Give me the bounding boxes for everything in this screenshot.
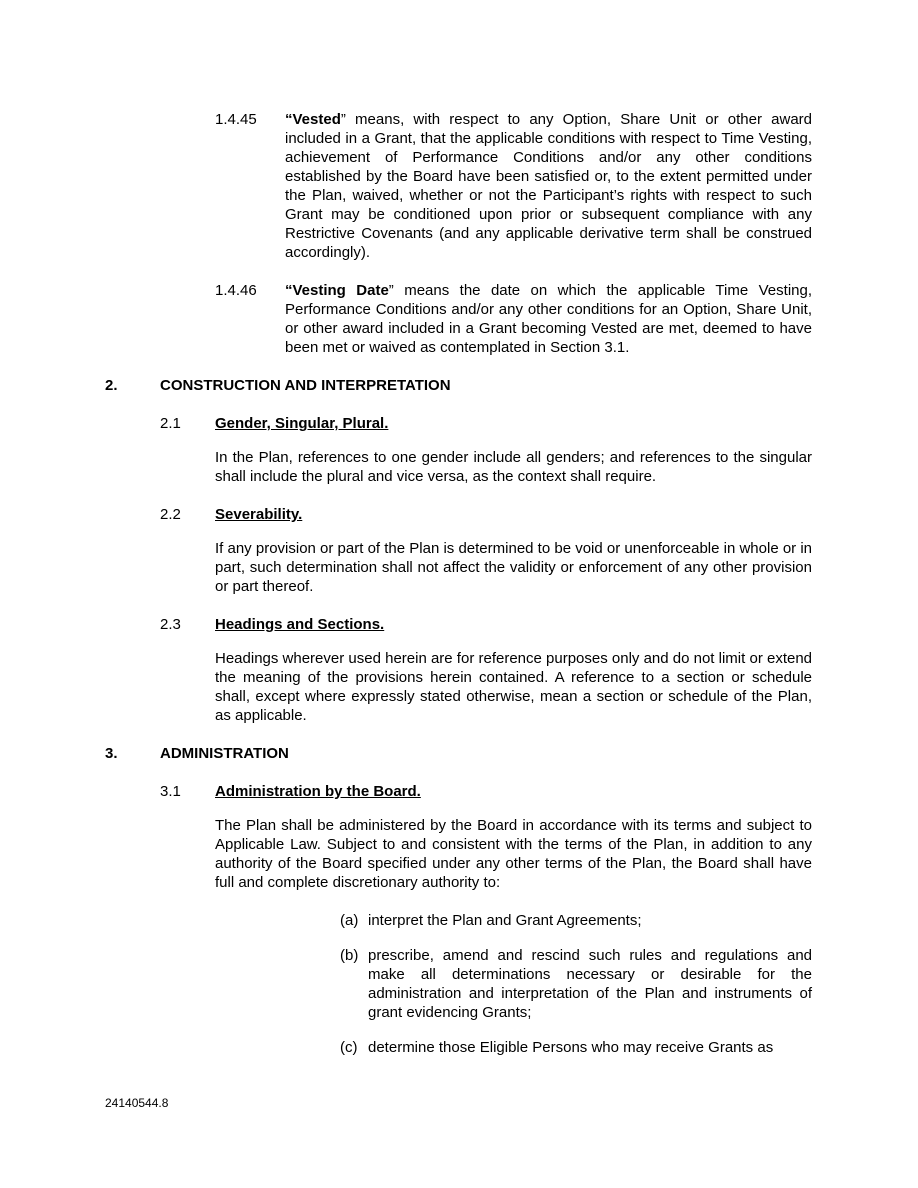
list-label: (a) [340, 912, 359, 929]
section-title: CONSTRUCTION AND INTERPRETATION [160, 377, 451, 394]
subsection-number: 3.1 [160, 783, 181, 800]
section-number: 2. [105, 377, 118, 394]
definition-number: 1.4.46 [215, 282, 257, 299]
document-control-number: 24140544.8 [105, 1096, 169, 1110]
subsection-heading-administration-board [160, 782, 812, 801]
list-text: determine those Eligible Persons who may receive Grants as [368, 1039, 774, 1056]
definition-body: ” means the date on which the applicable Time Vesting, Performance Conditions and/or any other conditions for an Option, Share Unit, or other award included in a Grant becoming Vested are met, deemed to have been met or waived as contemplated in Section 3.1. [285, 282, 813, 356]
definition-text [285, 110, 812, 262]
paragraph-headings-sections: Headings wherever used herein are for reference purposes only and do not limit or extend the meaning of the provisions herein contained. A reference to a section or schedule shall, except where expressly stated otherwise, mean a section or schedule of the Plan, as applicable. [215, 650, 813, 724]
definition-vesting-date [215, 281, 812, 357]
subsection-heading-severability [160, 505, 812, 524]
list-text: prescribe, amend and rescind such rules and regulations and make all determinations necessary or desirable for the administration and interpretation of the Plan and instruments of grant evidencing Grants; [368, 947, 812, 1021]
subsection-number: 2.2 [160, 506, 181, 523]
paragraph-administration-board: The Plan shall be administered by the Board in accordance with its terms and subject to Applicable Law. Subject to and consistent with the terms of the Plan, in addition to any authority of the Board specified under any other terms of the Plan, the Board shall have full and complete discretionary authority to: [215, 817, 812, 891]
list-item-c [340, 1038, 812, 1057]
list-text: interpret the Plan and Grant Agreements; [368, 912, 642, 929]
open-quote: “ [285, 282, 293, 299]
subsection-number: 2.1 [160, 415, 181, 432]
defined-term: Vesting Date [292, 282, 389, 299]
definition-vested [215, 110, 812, 262]
definition-number: 1.4.45 [215, 111, 257, 128]
subsection-title: Headings and Sections. [215, 616, 385, 633]
subsection-title: Severability. [215, 506, 303, 523]
subsection-title: Administration by the Board. [215, 783, 421, 800]
paragraph-gender: In the Plan, references to one gender include all genders; and references to the singular shall include the plural and vice versa, as the context shall require. [215, 449, 812, 485]
list-label: (c) [340, 1039, 358, 1056]
subsection-heading-gender [160, 414, 812, 433]
paragraph-severability: If any provision or part of the Plan is determined to be void or unenforceable in whole or in part, such determination shall not affect the validity or enforcement of any other provision or part thereof. [215, 540, 813, 595]
section-number: 3. [105, 745, 118, 762]
subsection-title: Gender, Singular, Plural. [215, 415, 389, 432]
section-heading-administration [105, 744, 812, 763]
definition-text [285, 281, 812, 357]
list-item-a [340, 911, 812, 930]
section-title: ADMINISTRATION [160, 745, 289, 762]
definition-body: ” means, with respect to any Option, Share Unit or other award included in a Grant, that the applicable conditions with respect to Time Vesting, achievement of Performance Conditions and/or any other conditions established by the Board have been satisfied or, to the extent permitted under the Plan, waived, whether or not the Participant’s rights with respect to such Grant may be conditioned upon prior or subsequent compliance with any Restrictive Covenants (and any applicable derivative term shall be construed accordingly). [285, 111, 812, 261]
subsection-number: 2.3 [160, 616, 181, 633]
open-quote: “ [285, 111, 293, 128]
section-heading-construction [105, 376, 812, 395]
list-item-b [340, 946, 812, 1022]
list-label: (b) [340, 947, 359, 964]
subsection-heading-headings-sections [160, 615, 812, 634]
defined-term: Vested [292, 111, 341, 128]
